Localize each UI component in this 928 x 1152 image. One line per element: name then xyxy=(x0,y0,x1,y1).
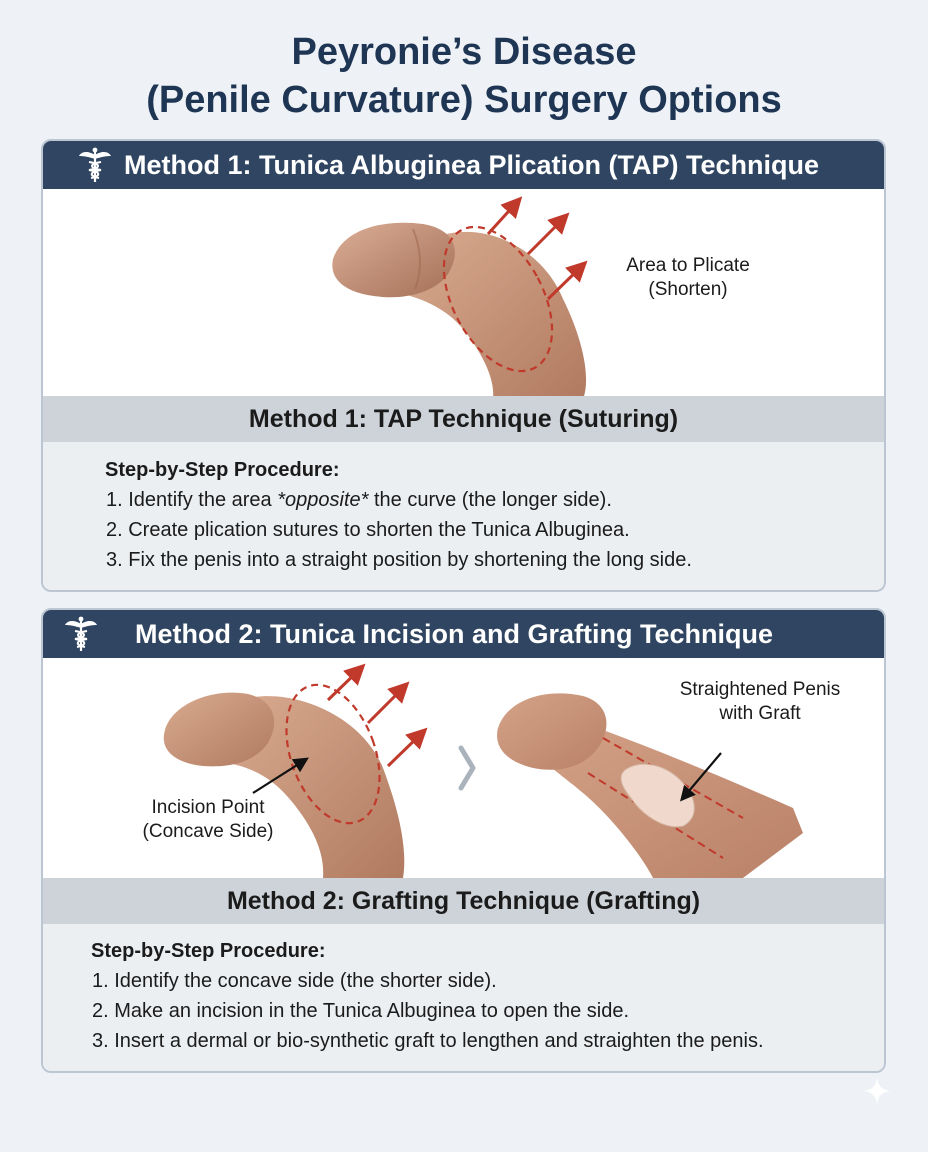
arrow-2 xyxy=(368,686,405,723)
method1-step-2: 2. Create plication sutures to shorten the Tunica Albuginea. xyxy=(106,519,630,541)
method2-step-3: 3. Insert a dermal or bio-synthetic graft to lengthen and straighten the penis. xyxy=(92,1030,764,1052)
steps-title: Step-by-Step Procedure: xyxy=(91,940,326,962)
method1-step-1: 1. Identify the area *opposite* the curve (the longer side). xyxy=(106,489,612,511)
method1-card xyxy=(41,139,886,592)
plicate-annotation: Area to Plicate (Shorten) xyxy=(626,255,750,300)
method2-card xyxy=(41,608,886,1073)
method2-header-text: Method 2: Tunica Incision and Grafting Technique xyxy=(135,619,774,649)
incision-annotation: Incision Point (Concave Side) xyxy=(142,797,274,842)
arrow-2 xyxy=(528,217,565,254)
chevron-right-icon xyxy=(461,748,473,788)
method2-step-1: 1. Identify the concave side (the shorter side). xyxy=(92,970,497,992)
caduceus-icon xyxy=(77,146,113,184)
method1-illustration xyxy=(43,189,884,396)
method2-subheader: Method 2: Grafting Technique (Grafting) xyxy=(43,878,884,924)
method1-header xyxy=(43,141,884,189)
method2-illustration xyxy=(43,658,884,878)
arrow-3 xyxy=(388,732,423,766)
title-line-1: Peyronie’s Disease xyxy=(291,31,637,73)
method2-step-2: 2. Make an incision in the Tunica Albuginea to open the side. xyxy=(92,1000,630,1022)
method1-steps xyxy=(43,442,884,590)
method1-subheader: Method 1: TAP Technique (Suturing) xyxy=(43,396,884,442)
method1-step-3: 3. Fix the penis into a straight position by shortening the long side. xyxy=(106,549,692,571)
steps-title: Step-by-Step Procedure: xyxy=(105,459,340,481)
graft-annotation: Straightened Penis with Graft xyxy=(679,679,841,724)
arrow-1 xyxy=(328,668,361,700)
page-title xyxy=(0,28,928,124)
method2-header xyxy=(43,610,884,658)
title-line-2: (Penile Curvature) Surgery Options xyxy=(146,79,782,121)
caduceus-icon xyxy=(63,615,99,653)
method2-steps xyxy=(43,924,884,1071)
arrow-1 xyxy=(488,201,518,234)
method1-header-text: Method 1: Tunica Albuginea Plication (TAP) Technique xyxy=(124,150,820,180)
sparkle-icon xyxy=(862,1076,892,1106)
